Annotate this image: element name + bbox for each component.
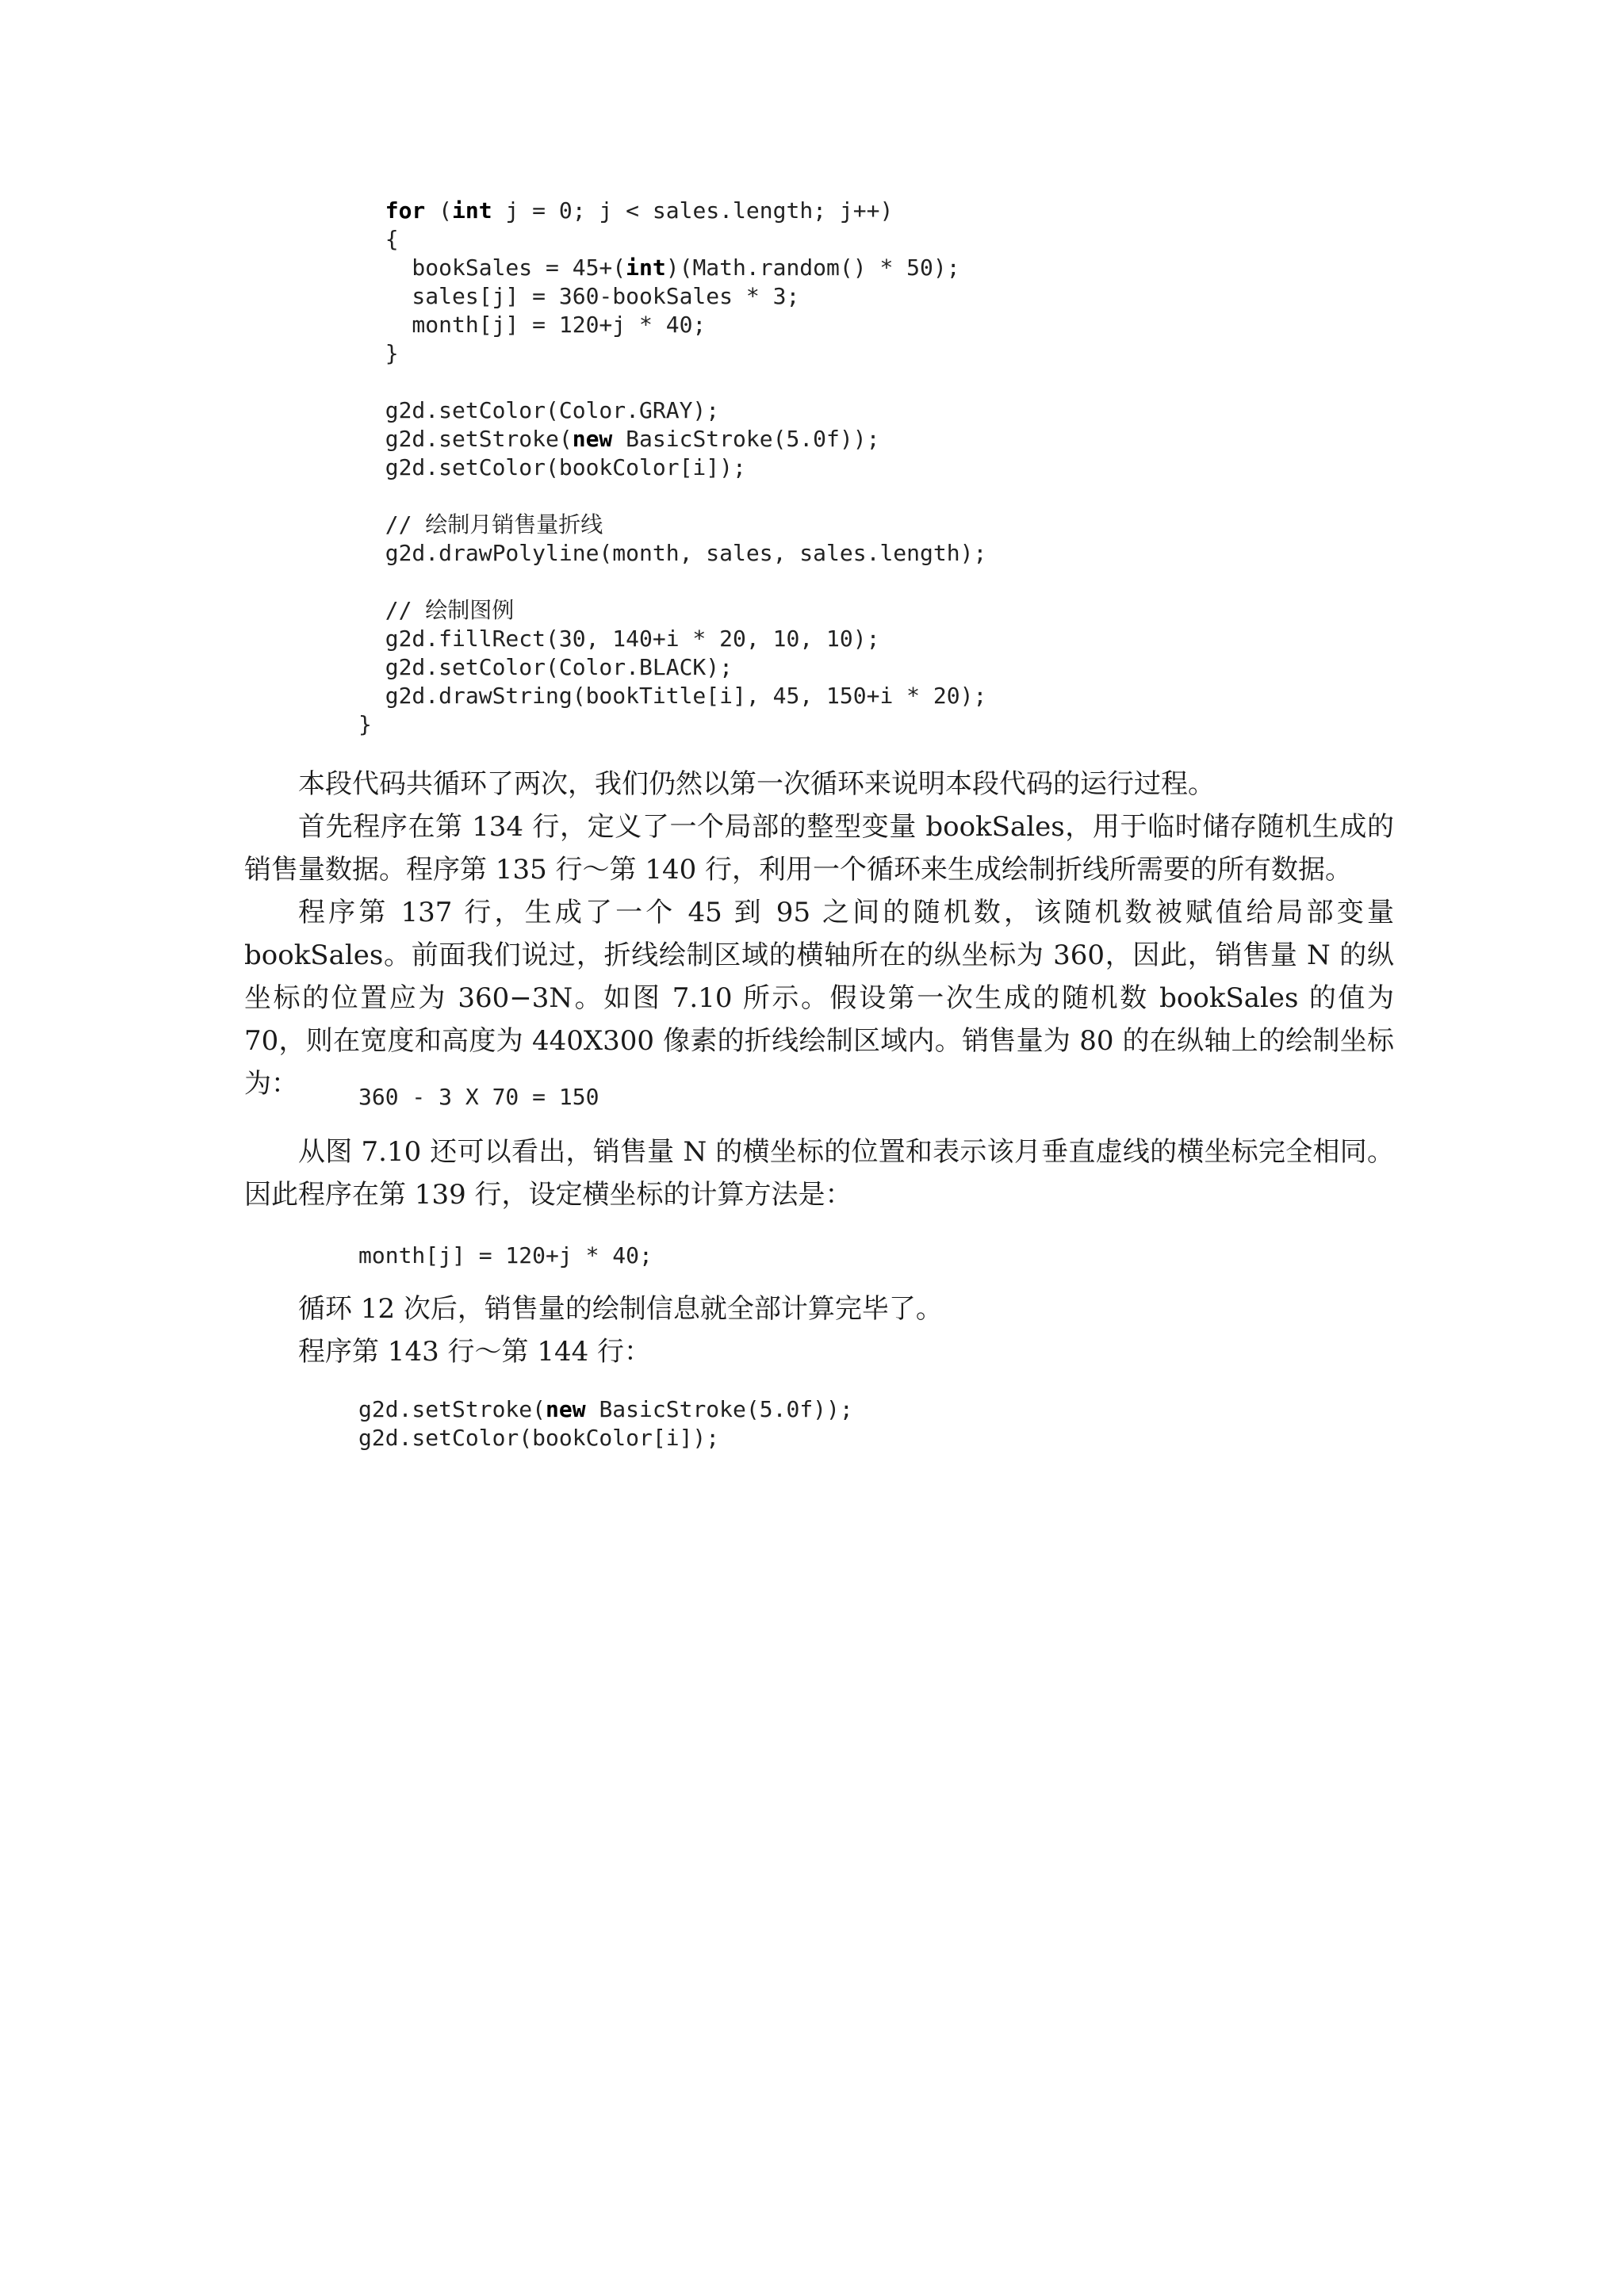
- code-line: 360 - 3 X 70 = 150: [358, 1084, 599, 1110]
- code-line: g2d.drawString(bookTitle[i], 45, 150+i * 20);: [358, 683, 987, 709]
- code-block-stroke: [358, 1395, 853, 1452]
- prose-section-3: [244, 1288, 1394, 1373]
- code-line: sales[j] = 360-bookSales * 3;: [358, 283, 800, 309]
- code-line: month[j] = 120+j * 40;: [358, 312, 707, 338]
- code-line: g2d.setStroke(new BasicStroke(5.0f));: [358, 426, 880, 452]
- code-line: }: [358, 711, 372, 737]
- code-line: }: [358, 340, 399, 366]
- code-line: {: [358, 226, 399, 252]
- code-formula: [358, 1083, 599, 1112]
- code-line: g2d.setStroke(new BasicStroke(5.0f));: [358, 1396, 853, 1422]
- code-line: g2d.setColor(bookColor[i]);: [358, 454, 746, 480]
- code-line: bookSales = 45+(int)(Math.random() * 50);: [358, 254, 960, 281]
- paragraph: 首先程序在第 134 行，定义了一个局部的整型变量 bookSales，用于临时储存随机生成的销售量数据。程序第 135 行～第 140 行，利用一个循环来生成绘制折线所需要的所有数据。: [244, 811, 1394, 886]
- code-line: [358, 568, 986, 596]
- paragraph: 程序第 137 行，生成了一个 45 到 95 之间的随机数，该随机数被赋值给局部变量 bookSales。前面我们说过，折线绘制区域的横轴所在的纵坐标为 360，因此，销售量 N 的纵坐标的位置应为 360−3N。如图 7.10 所示。假设第一次生成的随机数 bookSales 的值为 70，则在宽度和高度为 440X300 像素的折线绘制区域内。销售量为 80 的在纵轴上的绘制坐标为：: [244, 897, 1394, 1100]
- paragraph: 本段代码共循环了两次，我们仍然以第一次循环来说明本段代码的运行过程。: [298, 768, 1215, 800]
- paragraph: 从图 7.10 还可以看出，销售量 N 的横坐标的位置和表示该月垂直虚线的横坐标完全相同。因此程序在第 139 行，设定横坐标的计算方法是：: [244, 1136, 1394, 1211]
- code-line: g2d.drawPolyline(month, sales, sales.length);: [358, 540, 987, 566]
- paragraph: 循环 12 次后，销售量的绘制信息就全部计算完毕了。: [298, 1293, 943, 1325]
- code-comment: // 绘制月销售量折线: [358, 511, 603, 538]
- code-line: g2d.fillRect(30, 140+i * 20, 10, 10);: [358, 626, 880, 652]
- code-comment: // 绘制图例: [358, 597, 515, 623]
- paragraph: 程序第 143 行～第 144 行：: [298, 1336, 652, 1368]
- prose-section-1: [244, 763, 1394, 1105]
- code-line: g2d.setColor(Color.BLACK);: [358, 654, 733, 680]
- code-line: for (int j = 0; j < sales.length; j++): [385, 197, 894, 224]
- code-line: [358, 482, 986, 511]
- code-block-loop: [358, 197, 986, 739]
- code-line: [358, 368, 986, 396]
- code-line: g2d.setColor(Color.GRAY);: [358, 397, 720, 423]
- prose-section-2: [244, 1131, 1394, 1216]
- code-snippet-month: [358, 1242, 653, 1270]
- code-line: month[j] = 120+j * 40;: [358, 1242, 653, 1269]
- code-line: g2d.setColor(bookColor[i]);: [358, 1425, 720, 1451]
